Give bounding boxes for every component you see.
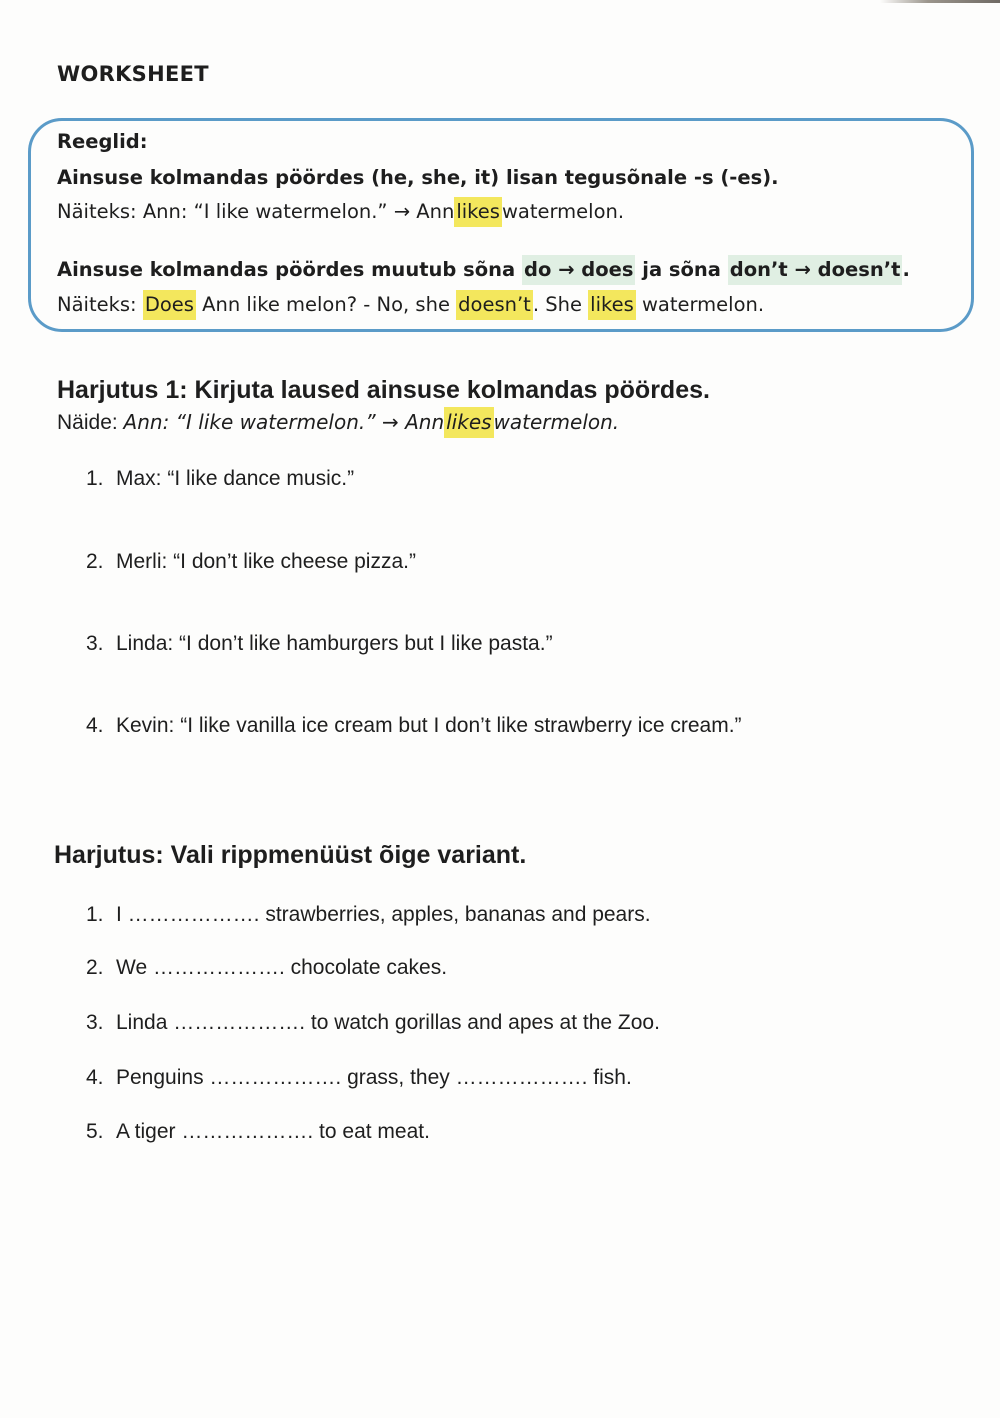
item-number: 2. [86,550,104,573]
item-text: A tiger ………………. to eat meat. [116,1120,430,1143]
example-prefix: Ann: “I like watermelon.” → Ann [123,410,445,434]
item-text: Linda: “I don’t like hamburgers but I like pasta.” [116,632,553,655]
highlight-likes: likes [454,197,502,227]
rule2-text [57,258,910,281]
item-text: Penguins ………………. grass, they ………………. fish. [116,1066,632,1089]
item-text: Max: “I like dance music.” [116,467,355,490]
rule2-example-label: Näiteks: [57,293,137,316]
item-text: I ………………. strawberries, apples, bananas and pears. [116,903,651,926]
exercise1-item-1 [86,467,354,491]
exercise1-item-2 [86,550,416,574]
example-label: Näide: [57,411,118,434]
highlight-likes-2: likes [588,290,636,320]
highlight-dont-doesnt: don’t → doesn’t [728,255,903,285]
item-text: Kevin: “I like vanilla ice cream but I don’t like strawberry ice cream.” [116,714,742,737]
exercise1-example [57,410,619,435]
rule1-text: Ainsuse kolmandas pöördes (he, she, it) lisan tegusõnale -s (-es). [57,166,779,189]
rule2-prefix: Ainsuse kolmandas pöördes muutub sõna [57,258,516,281]
item-text: Merli: “I don’t like cheese pizza.” [116,550,416,573]
rule1-example-suffix: watermelon. [501,200,625,223]
rule1-example [57,200,624,223]
rules-heading: Reeglid: [57,130,148,153]
highlight-doesnt: doesn’t [456,290,533,320]
exercise1-item-4 [86,714,742,738]
exercise2-item-4 [86,1066,632,1090]
item-number: 5. [86,1120,104,1143]
rule2-suffix: . [902,258,910,281]
worksheet-title: WORKSHEET [57,62,209,86]
item-number: 3. [86,632,104,655]
rule2-example-part2: . She [532,293,582,316]
exercise1-item-3 [86,632,553,656]
item-number: 4. [86,714,104,737]
exercise2-item-1 [86,903,651,927]
item-number: 1. [86,903,104,926]
example-highlight-likes: likes [444,407,493,438]
item-number: 2. [86,956,104,979]
item-text: Linda ………………. to watch gorillas and apes at the Zoo. [116,1011,660,1034]
highlight-do-does: do → does [522,255,635,285]
exercise2-item-2 [86,956,447,980]
exercise2-item-5 [86,1120,430,1144]
item-number: 4. [86,1066,104,1089]
exercise1-title: Harjutus 1: Kirjuta laused ainsuse kolmandas pöördes. [57,376,710,404]
exercise2-title: Harjutus: Vali rippmenüüst õige variant. [54,841,527,869]
rule2-example-part1: Ann like melon? - No, she [202,293,450,316]
rule2-middle: ja sõna [642,258,721,281]
exercise2-item-3 [86,1011,660,1035]
rule1-example-prefix: Näiteks: Ann: “I like watermelon.” → Ann [57,200,455,223]
example-suffix: watermelon. [493,410,620,434]
scan-edge [880,0,1000,3]
rule2-example-part3: watermelon. [641,293,765,316]
rule2-example [57,293,764,316]
item-text: We ………………. chocolate cakes. [116,956,448,979]
item-number: 3. [86,1011,104,1034]
item-number: 1. [86,467,104,490]
highlight-does: Does [143,290,196,320]
